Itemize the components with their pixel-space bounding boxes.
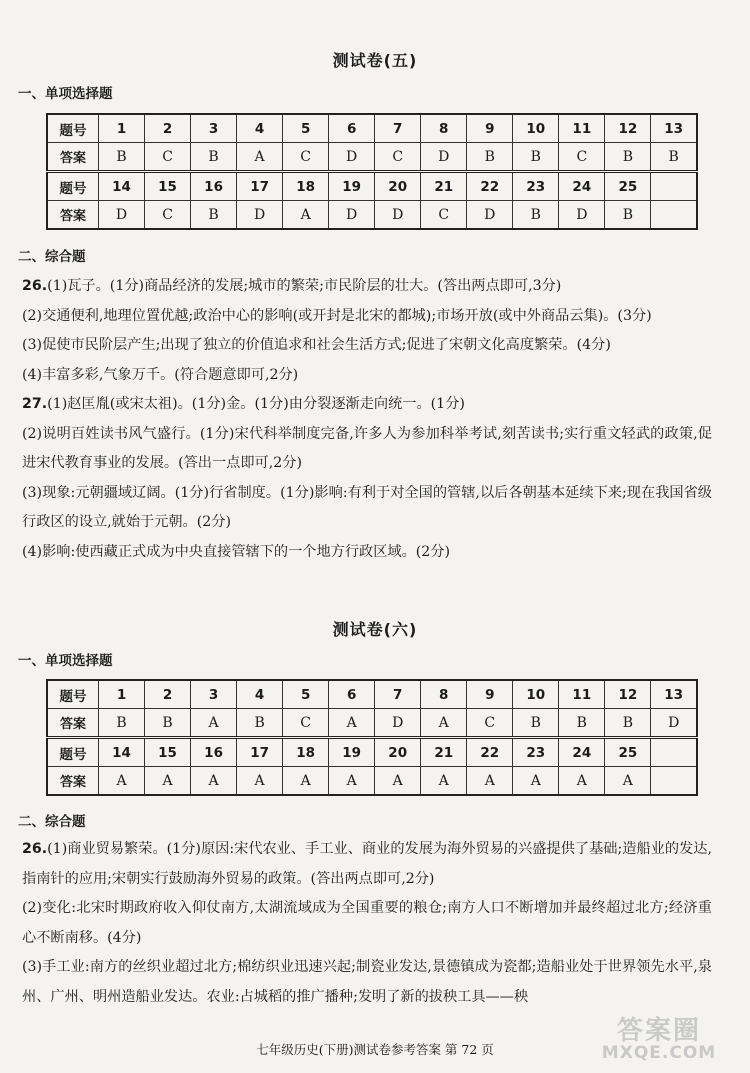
test6-answer-table: [46, 679, 698, 796]
answer-cell: D: [421, 143, 467, 172]
question-number-cell: 5: [283, 114, 329, 143]
question-number-cell: 4: [237, 680, 283, 709]
question-number-cell: 23: [513, 172, 559, 201]
question-26-line: (3)手工业:南方的丝织业超过北方;棉纺织业迅速兴起;制瓷业发达,景德镇成为瓷都;造船业处于世界领先水平,泉州、广州、明州造船业发达。农业:占城稻的推广播种;发明了新的拔秧工具——秧: [22, 959, 712, 1005]
question-number-cell: 13: [651, 114, 697, 143]
row-label: 题号: [47, 738, 99, 767]
question-number-cell: 20: [375, 172, 421, 201]
question-number: 26.: [22, 278, 48, 294]
answer-cell: B: [513, 709, 559, 738]
answer-cell: A: [145, 767, 191, 796]
question-number-cell: 12: [605, 114, 651, 143]
question-number-cell: 19: [329, 172, 375, 201]
question-number-cell: 7: [375, 680, 421, 709]
answer-cell: B: [559, 709, 605, 738]
answer-cell: [651, 767, 697, 796]
question-26-line: (2)交通便利,地理位置优越;政治中心的影响(或开封是北宋的都城);市场开放(或中外商品云集)。(3分): [22, 307, 652, 324]
row-label: 题号: [47, 172, 99, 201]
row-label: 答案: [47, 201, 99, 230]
question-number-cell: 17: [237, 172, 283, 201]
answer-cell: A: [329, 709, 375, 738]
table-row: [47, 172, 697, 201]
question-number-cell: 11: [559, 114, 605, 143]
answer-cell: D: [375, 201, 421, 230]
question-number-cell: 7: [375, 114, 421, 143]
question-number-cell: 22: [467, 172, 513, 201]
test5-section-comprehensive: 二、综合题: [18, 249, 86, 265]
answer-cell: C: [145, 143, 191, 172]
answer-cell: B: [99, 709, 145, 738]
question-number-cell: 18: [283, 738, 329, 767]
question-27-line: 27.(1)赵匡胤(或宋太祖)。(1分)金。(1分)由分裂逐渐走向统一。(1分): [22, 396, 465, 412]
question-number-cell: 18: [283, 172, 329, 201]
answer-cell: B: [99, 143, 145, 172]
answer-cell: B: [191, 201, 237, 230]
table-row: [47, 114, 697, 143]
answer-cell: C: [283, 143, 329, 172]
question-number-cell: 3: [191, 114, 237, 143]
answer-cell: A: [329, 767, 375, 796]
answer-cell: A: [237, 767, 283, 796]
answer-cell: D: [467, 201, 513, 230]
table-row: [47, 767, 697, 796]
question-number-cell: 6: [329, 114, 375, 143]
question-26-line: (3)促使市民阶层产生;出现了独立的价值追求和社会生活方式;促进了宋朝文化高度繁荣。(4分): [22, 337, 611, 353]
answer-cell: C: [421, 201, 467, 230]
question-number-cell: [651, 738, 697, 767]
table-row: [47, 680, 697, 709]
question-number-cell: 1: [99, 680, 145, 709]
answer-cell: C: [375, 143, 421, 172]
test6-title: 测试卷(六): [332, 620, 418, 639]
question-number-cell: 19: [329, 738, 375, 767]
answer-cell: A: [605, 767, 651, 796]
question-number-cell: 2: [145, 680, 191, 709]
table-row: [47, 143, 697, 172]
row-label: 答案: [47, 143, 99, 172]
test5-questions: [22, 272, 712, 567]
answer-cell: D: [375, 709, 421, 738]
answer-cell: A: [559, 767, 605, 796]
question-27-line: (4)影响:使西藏正式成为中央直接管辖下的一个地方行政区域。(2分): [22, 543, 451, 560]
answer-cell: B: [605, 709, 651, 738]
question-number-cell: 23: [513, 738, 559, 767]
answer-cell: D: [237, 201, 283, 230]
watermark-text: 答案圈: [616, 1016, 701, 1046]
answer-cell: A: [283, 767, 329, 796]
question-number-cell: [651, 172, 697, 201]
question-number-cell: 11: [559, 680, 605, 709]
answer-cell: B: [191, 143, 237, 172]
test5-section-choice: 一、单项选择题: [18, 86, 113, 102]
question-26-line: 26.(1)商业贸易繁荣。(1分)原因:宋代农业、手工业、商业的发展为海外贸易的兴盛提供了基础;造船业的发达,指南针的应用;宋朝实行鼓励海外贸易的政策。(答出两点即可,2分): [22, 841, 712, 887]
question-number: 27.: [22, 396, 48, 412]
question-26-line: 26.(1)瓦子。(1分)商品经济的发展;城市的繁荣;市民阶层的壮大。(答出两点即可,3分): [22, 278, 562, 294]
answer-cell: A: [283, 201, 329, 230]
watermark-url: MXQE.COM: [601, 1043, 717, 1063]
question-26-line: (2)变化:北宋时期政府收入仰仗南方,太湖流域成为全国重要的粮仓;南方人口不断增加并最终超过北方;经济重心不断南移。(4分): [22, 900, 712, 946]
answer-cell: B: [605, 143, 651, 172]
answer-cell: A: [191, 767, 237, 796]
question-number-cell: 4: [237, 114, 283, 143]
question-number-cell: 25: [605, 738, 651, 767]
answer-cell: B: [605, 201, 651, 230]
question-number-cell: 8: [421, 114, 467, 143]
question-number-cell: 14: [99, 738, 145, 767]
question-number-cell: 12: [605, 680, 651, 709]
question-number-cell: 21: [421, 738, 467, 767]
answer-cell: B: [145, 709, 191, 738]
question-number-cell: 16: [191, 172, 237, 201]
question-number: 26.: [22, 841, 48, 857]
answer-cell: C: [559, 143, 605, 172]
answer-cell: D: [99, 201, 145, 230]
question-27-line: (2)说明百姓读书风气盛行。(1分)宋代科举制度完备,许多人为参加科举考试,刻苦读书;实行重文轻武的政策,促进宋代教育事业的发展。(答出一点即可,2分): [22, 425, 712, 471]
row-label: 答案: [47, 767, 99, 796]
test6-section-choice: 一、单项选择题: [18, 653, 113, 669]
question-number-cell: 6: [329, 680, 375, 709]
question-27-line: (3)现象:元朝疆域辽阔。(1分)行省制度。(1分)影响:有利于对全国的管辖,以后各朝基本延续下来;现在我国省级行政区的设立,就始于元朝。(2分): [22, 484, 712, 530]
question-number-cell: 14: [99, 172, 145, 201]
question-number-cell: 3: [191, 680, 237, 709]
question-number-cell: 21: [421, 172, 467, 201]
answer-cell: A: [99, 767, 145, 796]
question-number-cell: 17: [237, 738, 283, 767]
table-row: [47, 738, 697, 767]
answer-cell: C: [467, 709, 513, 738]
answer-cell: B: [467, 143, 513, 172]
answer-cell: B: [237, 709, 283, 738]
answer-cell: A: [513, 767, 559, 796]
page-footer: 七年级历史(下册)测试卷参考答案 第 72 页: [256, 1042, 494, 1057]
question-number-cell: 1: [99, 114, 145, 143]
question-26-line: (4)丰富多彩,气象万千。(符合题意即可,2分): [22, 366, 299, 383]
test6-section-comprehensive: 二、综合题: [18, 814, 86, 830]
answer-cell: D: [329, 143, 375, 172]
test5-answer-table: [46, 113, 698, 230]
answer-cell: [651, 201, 697, 230]
row-label: 答案: [47, 709, 99, 738]
answer-cell: B: [513, 143, 559, 172]
answer-cell: A: [467, 767, 513, 796]
question-number-cell: 9: [467, 680, 513, 709]
test6-questions: [22, 835, 712, 1012]
question-number-cell: 16: [191, 738, 237, 767]
answer-cell: C: [283, 709, 329, 738]
question-number-cell: 15: [145, 172, 191, 201]
question-number-cell: 24: [559, 738, 605, 767]
answer-cell: D: [651, 709, 697, 738]
question-number-cell: 10: [513, 114, 559, 143]
answer-cell: C: [145, 201, 191, 230]
row-label: 题号: [47, 114, 99, 143]
row-label: 题号: [47, 680, 99, 709]
answer-cell: A: [375, 767, 421, 796]
answer-cell: D: [559, 201, 605, 230]
question-number-cell: 24: [559, 172, 605, 201]
question-number-cell: 5: [283, 680, 329, 709]
question-number-cell: 10: [513, 680, 559, 709]
answer-cell: A: [237, 143, 283, 172]
answer-cell: B: [651, 143, 697, 172]
watermark-logo: [584, 1010, 734, 1068]
question-number-cell: 8: [421, 680, 467, 709]
test5-title: 测试卷(五): [332, 51, 418, 70]
answer-cell: B: [513, 201, 559, 230]
question-number-cell: 13: [651, 680, 697, 709]
question-number-cell: 9: [467, 114, 513, 143]
answer-cell: D: [329, 201, 375, 230]
answer-cell: A: [421, 709, 467, 738]
answer-cell: A: [421, 767, 467, 796]
question-number-cell: 20: [375, 738, 421, 767]
table-row: [47, 709, 697, 738]
question-number-cell: 2: [145, 114, 191, 143]
table-row: [47, 201, 697, 230]
question-number-cell: 15: [145, 738, 191, 767]
answer-cell: A: [191, 709, 237, 738]
question-number-cell: 22: [467, 738, 513, 767]
question-number-cell: 25: [605, 172, 651, 201]
